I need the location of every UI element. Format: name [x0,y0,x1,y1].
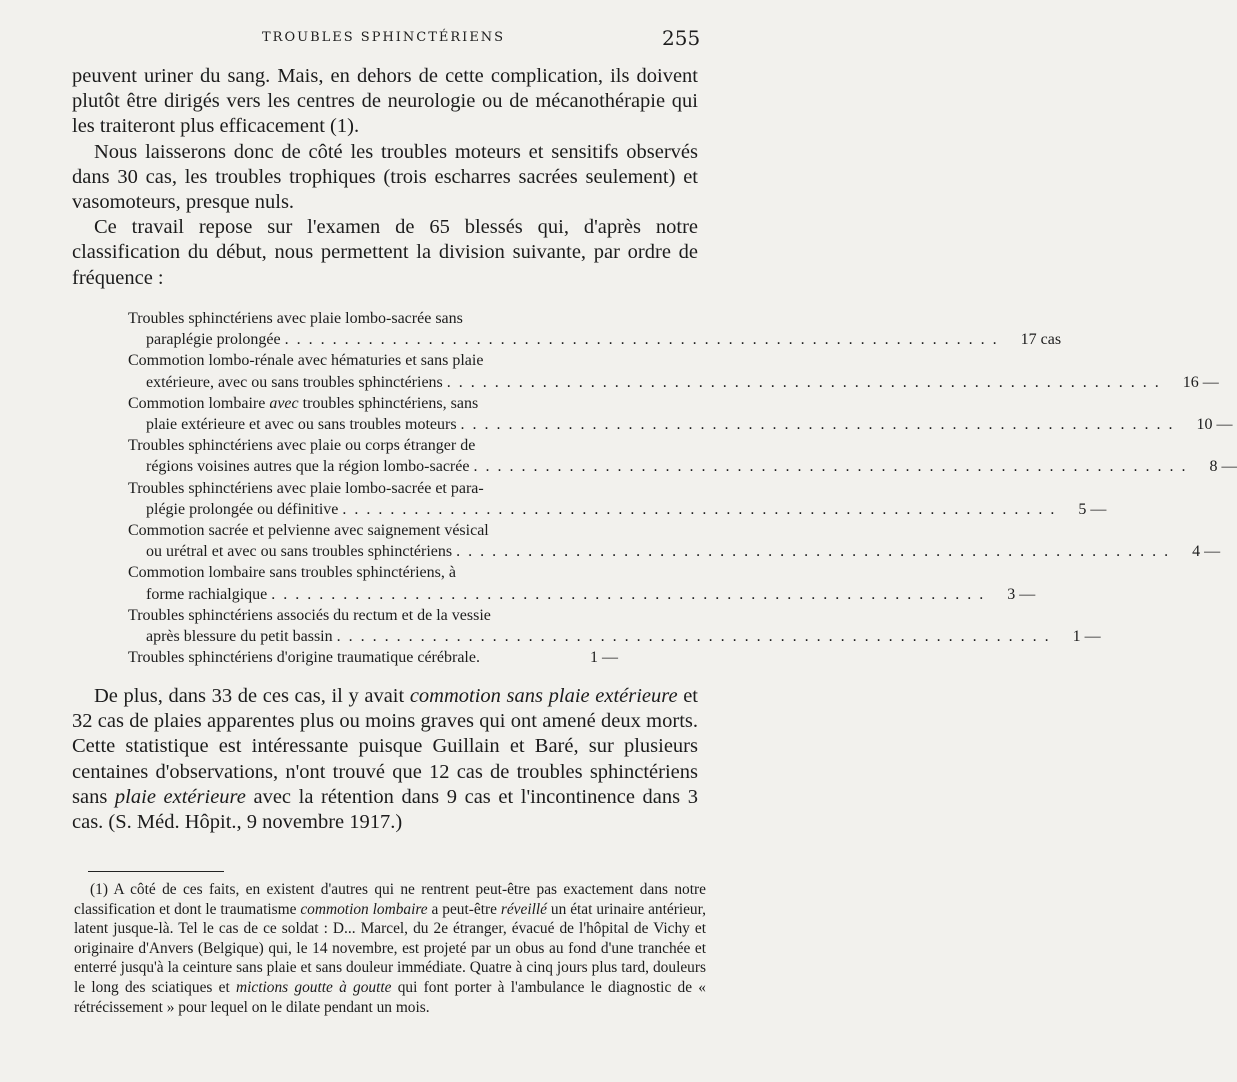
classification-item-line2 [128,414,1233,435]
conclusion-emphasis-1: commotion sans plaie extérieure [409,685,678,707]
classification-item-text: Commotion lombaire sans troubles sphinctériens, à [128,564,456,582]
classification-item-continuation: régions voisines autres que la région lombo-sacrée [146,458,470,476]
classification-item-line1 [128,605,648,626]
classification-list [128,308,1237,668]
dot-leader: . . . . . . . . . . . . . . . . . . . . . . . . . . . . . . . . . . . . . . . . . . . . . . . . . . . . . . . . . . . . [456,543,1171,561]
classification-item-count: 10 — [1196,416,1233,434]
classification-item-line2 [128,456,1237,477]
classification-item-text: Troubles sphinctériens d'origine traumatique cérébrale. [128,649,480,667]
classification-item-text: Commotion sacrée et pelvienne avec saignement vésical [128,522,489,540]
dot-leader: . . . . . . . . . . . . . . . . . . . . . . . . . . . . . . . . . . . . . . . . . . . . . . . . . . . . . . . . . . . . [460,416,1175,434]
classification-item-count: 4 — [1192,543,1221,561]
intro-text [72,64,698,291]
classification-item [128,393,1233,435]
classification-item-text: Troubles sphinctériens avec plaie lombo-sacrée et para- [128,479,484,497]
dot-leader: . . . . . . . . . . . . . . . . . . . . . . . . . . . . . . . . . . . . . . . . . . . . . . . . . . . . . . . . . . . . [284,331,999,349]
dot-leader: . . . . . . . . . . . . . . . . . . . . . . . . . . . . . . . . . . . . . . . . . . . . . . . . . . . . . . . . . . . . [342,500,1057,518]
conclusion-part-3: avec la rétention dans 9 cas et l'incontinence dans 3 cas. (S. Méd. Hôpit., 9 novembre 1917.) [72,785,698,834]
classification-item-text: Commotion lombaire [128,394,270,412]
classification-item-emphasis: avec [269,394,299,412]
conclusion-paragraph [72,684,698,835]
classification-item-continuation: extérieure, avec ou sans troubles sphinctériens [146,373,443,391]
classification-item-line1 [128,308,648,329]
running-title: TROUBLES SPHINCTÉRIENS [262,30,506,45]
classification-item-line1 [128,350,648,371]
intro-paragraph-3: Ce travail repose sur l'examen de 65 blessés qui, d'après notre classification du début, nous permettent la division suivante, par ordre de fréquence : [72,216,698,289]
classification-item-line1 [128,562,648,583]
classification-item-count: 3 — [1007,585,1036,603]
footnote-rule [88,871,224,872]
intro-paragraph-2: Nous laisserons donc de côté les troubles moteurs et sensitifs observés dans 30 cas, les troubles trophiques (trois escharres sacrées seulement) et vasomoteurs, presque nuls. [72,140,698,214]
classification-item [128,435,1237,477]
classification-item [128,350,1219,392]
classification-item-line1 [128,478,648,499]
classification-item-count: 17 cas [1020,331,1062,349]
classification-item [128,562,1036,604]
conclusion-part-1: De plus, dans 33 de ces cas, il y avait [94,685,410,707]
page-number: 255 [662,26,701,50]
dot-leader: . . . . . . . . . . . . . . . . . . . . . . . . . . . . . . . . . . . . . . . . . . . . . . . . . . . . . . . . . . . . [336,628,1051,646]
classification-item [128,605,1101,647]
classification-item [128,520,1221,562]
classification-item-text: Troubles sphinctériens avec plaie ou corps étranger de [128,437,476,455]
classification-item-text: troubles sphinctériens, sans [298,394,479,412]
footnote-emphasis-3: mictions goutte à goutte [235,978,392,996]
footnote-paragraph [74,880,706,1017]
classification-item-continuation: forme rachialgique [146,585,268,603]
classification-item-count: 16 — [1182,373,1219,391]
dot-leader: . . . . . . . . . . . . . . . . . . . . . . . . . . . . . . . . . . . . . . . . . . . . . . . . . . . . . . . . . . . . [473,458,1188,476]
classification-item [128,478,1107,520]
footnote-part-4: qui font porter à l'ambulance le diagnostic de « rétrécissement » pour lequel on le dilate pendant un mois. [74,978,706,1016]
footnote-part-3: un état urinaire antérieur, latent jusque-là. Tel le cas de ce soldat : D... Marcel, du 2e étranger, évacué de l'hôpital de Vichy et originaire d'Anvers (Belgique) qui, le 14 novembre, est projeté par un obus au fond d'une tranchée et enterré jusqu'à la ceinture sans plaie et sans douleur immédiate. Quatre à cinq jours plus tard, douleurs le long des sciatiques et [74,900,706,996]
footnote-part-1: (1) A côté de ces faits, en existent d'autres qui ne rentrent peut-être pas exactement dans notre classification et dont le traumatisme [74,881,706,918]
conclusion-emphasis-2: plaie extérieure [114,785,246,808]
conclusion-part-2: et 32 cas de plaies apparentes plus ou moins graves qui ont amené deux morts. Cette statistique est intéressante puisque Guillain et Baré, sur plusieurs centaines d'observations, n'ont trouvé que 12 cas de troubles sphinctériens sans [72,685,698,808]
classification-item-line2 [128,329,1062,350]
classification-item-line2 [128,541,1221,562]
footnote-emphasis-2: réveillé [500,900,548,918]
footnote-part-2: a peut-être [427,900,501,918]
classification-item-count: 5 — [1078,500,1107,518]
footnote-emphasis-1: commotion lombaire [300,900,428,918]
classification-item-line2 [128,499,1107,520]
classification-item [128,647,648,668]
classification-item-text: Troubles sphinctériens avec plaie lombo-sacrée sans [128,310,463,327]
classification-item-line2 [128,372,1219,393]
classification-item [128,308,1062,350]
classification-item-continuation: après blessure du petit bassin [146,628,333,646]
classification-item-line2 [128,626,1101,647]
classification-item-count: 8 — [1209,458,1237,476]
footnote [74,880,706,1017]
page-header [0,26,800,56]
classification-item-continuation: paraplégie prolongée [146,331,281,349]
classification-item-continuation: plégie prolongée ou définitive [146,500,339,518]
dot-leader: . . . . . . . . . . . . . . . . . . . . . . . . . . . . . . . . . . . . . . . . . . . . . . . . . . . . . . . . . . . . [446,373,1161,391]
intro-paragraph-1: peuvent uriner du sang. Mais, en dehors de cette complication, ils doivent plutôt être dirigés vers les centres de neurologie ou de mécanothérapie qui les traiteront plus efficacement (1). [72,65,698,138]
classification-item-count: 1 — [590,649,618,667]
classification-item-line1 [128,435,648,456]
classification-item-count: 1 — [1072,628,1101,646]
classification-item-continuation: plaie extérieure et avec ou sans troubles moteurs [146,416,457,434]
dot-leader: . . . . . . . . . . . . . . . . . . . . . . . . . . . . . . . . . . . . . . . . . . . . . . . . . . . . . . . . . . . . [271,585,986,603]
classification-item-text: Troubles sphinctériens associés du rectum et de la vessie [128,606,491,624]
classification-item-line1 [128,520,648,541]
classification-item-continuation: ou urétral et avec ou sans troubles sphinctériens [146,543,453,561]
classification-item-text: Commotion lombo-rénale avec hématuries et sans plaie [128,352,484,370]
classification-item-line2 [128,584,1036,605]
conclusion-text [72,684,698,835]
classification-item-line1 [128,393,648,414]
